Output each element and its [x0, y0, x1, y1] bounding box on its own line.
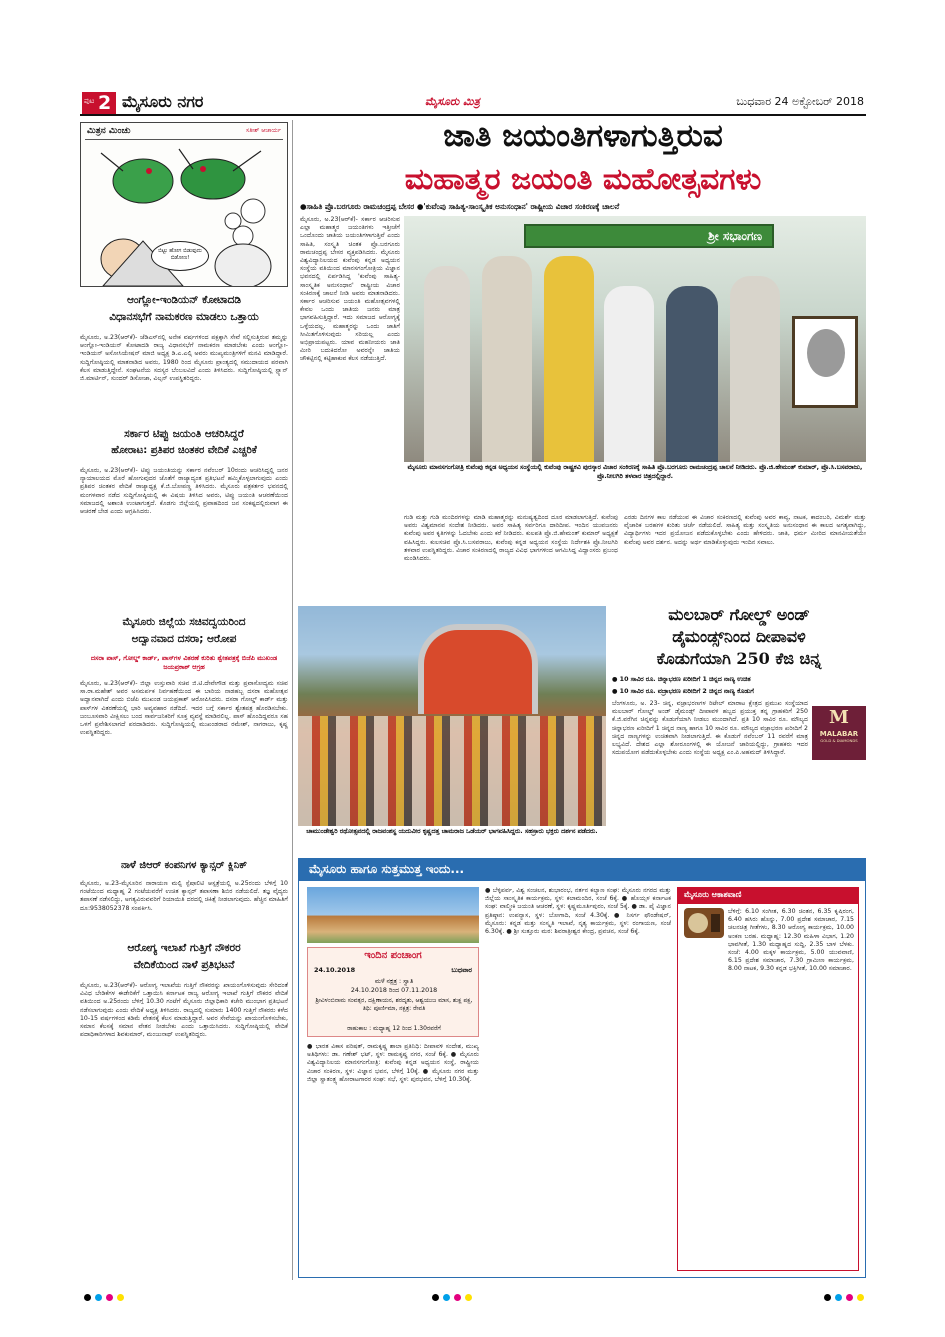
radio-box	[677, 887, 859, 1271]
radio-body: ಬೆಳಿಗ್ಗೆ: 6.10 ಸಂಗೀತ, 6.30 ಚಿಂತನ, 6.35 ಕೃಷಿರಂಗ, 6.40 ಹಸಿರು ಹೊನ್ನು, 7.00 ಪ್ರದೇಶ ಸಮಾಚಾರ, 7.15 ಚಲನಚಿತ್ರ ಗೀತೆಗಳು, 8.30 ಆರೋಗ್ಯ ಕಾರ್ಯಕ್ರಮ, 10.00 ಅಂಕಣ ಬರಹ. ಮಧ್ಯಾಹ್ನ: 12.30 ಮಹಿಳಾ ವಿಭಾಗ, 1.20 ಭಾವಗೀತೆ, 1.30 ಮಧ್ಯಾಹ್ನದ ಸುದ್ದಿ, 2.35 ಬಾಳ ಬೆಳಕು. ಸಂಜೆ: 4.00 ಮಕ್ಕಳ ಕಾರ್ಯಕ್ರಮ, 5.00 ಯುವವಾಣಿ, 6.15 ಪ್ರದೇಶ ಸಮಾಚಾರ, 7.30 ಗ್ರಾಮೀಣ ಕಾರ್ಯಕ್ರಮ, 8.00 ನಾಟಕ, 9.30 ಕನ್ನಡ ಭಕ್ತಿಗೀತೆ, 10.00 ಸಮಾಚಾರ.	[728, 908, 854, 973]
events-col-b: ● ಬೆಳ್ಳಿಪರ್ವ, ವಿಶ್ವ ಸಂಚಲನ, ಶುಭಾರಂಭ, ನರ್ತನ ಕಲ್ಯಾಣ ಸಂಘ: ಮೈಸೂರು ನಗರದ ಮತ್ತು ಜಿಲ್ಲೆಯ ಸಾಂಸ್ಕೃತಿಕ ಕಾರ್ಯಕ್ರಮ, ಸ್ಥಳ: ಕಲಾಮಂದಿರ, ಸಂಜೆ 6ಕ್ಕೆ. ● ಹೊಯ್ಸಳ ಕರ್ನಾಟಕ ಸಂಘ: ವಾಲ್ಮೀಕಿ ಜಯಂತಿ ಆಚರಣೆ, ಸ್ಥಳ: ಕೃಷ್ಣಮೂರ್ತಿಪುರಂ, ಸಂಜೆ 5ಕ್ಕೆ. ● ಡಾ. ಪೈ ವಿಜ್ಞಾನ ಪ್ರತಿಷ್ಠಾನ: ಉಪನ್ಯಾಸ, ಸ್ಥಳ: ಬೋಗಾದಿ, ಸಂಜೆ 4.30ಕ್ಕೆ. ● ನಿಸರ್ಗ ಫೌಂಡೇಷನ್, ಮೈಸೂರು: ಕನ್ನಡ ಮತ್ತು ಸಂಸ್ಕೃತಿ ಇಲಾಖೆ, ನೃತ್ಯ ಕಾರ್ಯಕ್ರಮ, ಸ್ಥಳ: ರಂಗಾಯಣ, ಸಂಜೆ 6.30ಕ್ಕೆ. ● ಶ್ರೀ ಸುತ್ತೂರು ಮಠ: ಶಿವರಾತ್ರೀಶ್ವರ ಕೇಂದ್ರ, ಪ್ರವಚನ, ಸಂಜೆ 6ಕ್ಕೆ.	[485, 887, 671, 936]
chamundi-caption: ಚಾಮುಂಡೇಶ್ವರಿ ರಥೋತ್ಸವದಲ್ಲಿ ರಾಜವಂಶಸ್ಥ ಯದುವೀರ ಕೃಷ್ಣದತ್ತ ಚಾಮರಾಜ ಒಡೆಯರ್ ಭಾಗವಹಿಸಿದ್ದರು. ಸಹಸ್ರಾರು ಭಕ್ತರು ದರ್ಶನ ಪಡೆದರು.	[306, 828, 598, 835]
panchanga-rain: ಮಳೆ ನಕ್ಷತ್ರ : ಸ್ವಾತಿ	[374, 978, 414, 985]
health-headline-2: ವೇದಿಕೆಯಿಂದ ನಾಳೆ ಪ್ರತಿಭಟನೆ	[133, 959, 235, 971]
panchanga-box	[307, 947, 479, 1037]
malabar-headline	[612, 604, 866, 670]
banner-text: ಶ್ರೀ ಸಭಾಂಗಣ	[708, 229, 762, 243]
dasara-headline	[80, 616, 288, 646]
portrait-frame	[792, 316, 858, 408]
cartoon-title: ಮಿತ್ರನ ಮಿಂಚು	[87, 126, 131, 136]
malabar-logo-line-1: MALABAR	[819, 730, 859, 738]
anglo-headline-2: ವಿಧಾನಸಭೆಗೆ ನಾಮಕರಣ ಮಾಡಲು ಒತ್ತಾಯ	[109, 311, 259, 323]
tippu-headline	[80, 428, 288, 456]
masthead: ಮೈಸೂರು ಮಿತ್ರ	[425, 95, 480, 108]
cancer-body: ಮೈಸೂರು, ಅ.23-ಮೈಸೂರಿನ ನಾರಾಯಣ ಮಲ್ಟಿ ಸ್ಪೆಷಾಲಿಟಿ ಆಸ್ಪತ್ರೆಯಲ್ಲಿ ಅ.25ರಂದು ಬೆಳಿಗ್ಗೆ 10 ಗಂಟೆಯಿಂದ ಮಧ್ಯಾಹ್ನ 2 ಗಂಟೆಯವರೆಗೆ ಉಚಿತ ಕ್ಯಾನ್ಸರ್ ತಪಾಸಣಾ ಶಿಬಿರ ನಡೆಯಲಿದೆ. ತಜ್ಞ ವೈದ್ಯರು ತಪಾಸಣೆ ನಡೆಸಲಿದ್ದು, ಅಗತ್ಯವಿರುವವರಿಗೆ ರಿಯಾಯಿತಿ ದರದಲ್ಲಿ ಚಿಕಿತ್ಸೆ ನೀಡಲಾಗುವುದು. ಹೆಚ್ಚಿನ ಮಾಹಿತಿಗೆ ದೂ:9538052378 ಸಂಪರ್ಕಿಸಿ.	[80, 880, 288, 912]
panchanga-day: ಬುಧವಾರ	[451, 966, 472, 974]
dasara-headline-1: ಮೈಸೂರು ಜಿಲ್ಲೆಯ ಸಚಿವದ್ವಯರಿಂದ	[122, 616, 246, 628]
panchanga-body: ಶ್ರೀವಿಳಂಬಿನಾಮ ಸಂವತ್ಸರ, ದಕ್ಷಿಣಾಯನ, ಶರದೃತು, ಆಶ್ವಯುಜ ಮಾಸ, ಶುಕ್ಲ ಪಕ್ಷ, ತಿಥಿ: ಪೂರ್ಣಿಮಾ, ನಕ್ಷತ್ರ: ರೇವತಿ	[315, 997, 473, 1012]
malabar-bullet-2: ● 10 ಸಾವಿರ ರೂ. ವಜ್ರಾಭರಣ ಖರೀದಿಗೆ 2 ಚಿನ್ನದ ನಾಣ್ಯ ಕೊಡುಗೆ	[612, 688, 754, 695]
palace-photo	[307, 887, 479, 943]
chariot	[418, 624, 538, 714]
page-label-box	[82, 92, 116, 114]
person-5	[666, 286, 718, 462]
lead-col3: ಎರಡು ದಿನಗಳ ಕಾಲ ನಡೆಯುವ ಈ ವಿಚಾರ ಸಂಕಿರಣದಲ್ಲಿ ಕುವೆಂಪು ಅವರ ಕಾವ್ಯ, ನಾಟಕ, ಕಾದಂಬರಿ, ವಿಮರ್ಶೆ ಮತ್ತು ವೈಚಾರಿಕ ಬರಹಗಳ ಕುರಿತು ಚರ್ಚೆ ನಡೆಯಲಿದೆ. ಸಾಹಿತ್ಯ ಮತ್ತು ಸಂಸ್ಕೃತಿಯ ಅನುಸಂಧಾನ ಈ ಕಾಲದ ಅಗತ್ಯವಾಗಿದ್ದು, ವಿದ್ಯಾರ್ಥಿಗಳು ಇದರ ಪ್ರಯೋಜನ ಪಡೆದುಕೊಳ್ಳಬೇಕು ಎಂದು ಹೇಳಿದರು. ಜಾತಿ, ಧರ್ಮ ಮೀರಿದ ಮಾನವೀಯತೆಯೇ ಕುವೆಂಪು ಅವರ ದರ್ಶನ. ಅದನ್ನು ಅರ್ಥ ಮಾಡಿಕೊಳ್ಳುವುದು ಇಂದಿನ ಸವಾಲು.	[624, 514, 866, 546]
mysuru-today-title: ಮೈಸೂರು ಹಾಗೂ ಸುತ್ತಮುತ್ತ ಇಂದು...	[309, 862, 465, 876]
anglo-headline-1: ಆಂಗ್ಲೋ-ಇಂಡಿಯನ್ ಕೋಟಾದಡಿ	[126, 294, 242, 306]
chamundi-photo	[298, 606, 606, 826]
person-2	[482, 256, 532, 462]
anglo-body: ಮೈಸೂರು, ಅ.23(ಆರ್‌ಕೆ)- ಜೆಡಿಎಸ್‌ನಲ್ಲಿ ಅನೇಕ ವರ್ಷಗಳಿಂದ ಪಕ್ಷಕ್ಕಾಗಿ ಸೇವೆ ಸಲ್ಲಿಸುತ್ತಿರುವ ತಮ್ಮನ್ನು ಆಂಗ್ಲೋ-ಇಂಡಿಯನ್ ಕೋಟಾದಡಿ ರಾಜ್ಯ ವಿಧಾನಸಭೆಗೆ ನಾಮಕರಣ ಮಾಡಬೇಕು ಎಂದು ಆಂಗ್ಲೋ-ಇಂಡಿಯನ್ ಅಸೋಸಿಯೇಷನ್ ಮಾಜಿ ಅಧ್ಯಕ್ಷ ಡಿ.ಎ.ಎಲ್ಸಿ ಅವರು ಮುಖ್ಯಮಂತ್ರಿಗಳಿಗೆ ಮನವಿ ಮಾಡಿದ್ದಾರೆ. ಸುದ್ದಿಗೋಷ್ಠಿಯಲ್ಲಿ ಮಾತನಾಡಿದ ಅವರು, 1980 ರಿಂದ ಮೈಸೂರು ಪ್ರಾಂತ್ಯದಲ್ಲಿ ಸಮುದಾಯದ ಪರವಾಗಿ ಕೆಲಸ ಮಾಡುತ್ತಿದ್ದೇನೆ. ಸಂಘಟನೆಯ ಸದಸ್ಯರ ಬೆಂಬಲವಿದೆ ಎಂದು ತಿಳಿಸಿದರು. ಸುದ್ದಿಗೋಷ್ಠಿಯಲ್ಲಿ ಸ್ಟ್ಯಾನ್ ಜಿ.ಮಾರ್ಟಿನ್, ಸುಂದರ್ ಡಿಸೋಜಾ, ವಿಲ್ಸನ್ ಉಪಸ್ಥಿತರಿದ್ದರು.	[80, 334, 288, 383]
panchanga-date: 24.10.2018	[314, 966, 356, 974]
lead-headline-2: ಮಹಾತ್ಮರ ಜಯಂತಿ ಮಹೋತ್ಸವಗಳು	[404, 162, 762, 197]
malabar-bullet-1: ● 10 ಸಾವಿರ ರೂ. ಚಿನ್ನಾಭರಣ ಖರೀದಿಗೆ 1 ಚಿನ್ನದ ನಾಣ್ಯ ಉಚಿತ	[612, 676, 751, 683]
page-header	[80, 90, 866, 116]
tippu-headline-2: ಹೋರಾಟ: ಪ್ರತಿಪರ ಚಿಂತಕರ ವೇದಿಕೆ ಎಚ್ಚರಿಕೆ	[111, 445, 257, 456]
mysuru-today-box	[298, 858, 866, 1278]
panchanga-period: 24.10.2018 ರಿಂದ 07.11.2018	[350, 987, 438, 994]
page-label: ಪುಟ	[84, 97, 95, 105]
column-divider	[292, 120, 293, 1280]
page-number: 2	[98, 92, 112, 114]
cartoon-artist: ಸತೀಶ್ ಆಚಾರ್ಯ	[246, 127, 281, 134]
events-col-a: ● ಭಾರತ ವಿಕಾಸ ಪರಿಷತ್, ರಾಮಕೃಷ್ಣ ಶಾಲಾ ಪ್ರತಿನಿಧಿ: ದೀಪಾವಳಿ ಸಂದೇಶ, ಮುಖ್ಯ ಅತಿಥಿಗಳು: ಡಾ. ಗಣೇಶ್ ಭಟ್, ಸ್ಥಳ: ರಾಮಕೃಷ್ಣ ನಗರ, ಸಂಜೆ 6ಕ್ಕೆ. ● ಮೈಸೂರು ವಿಶ್ವವಿದ್ಯಾನಿಲಯ ಮಾನಸಗಂಗೋತ್ರಿ: ಕುವೆಂಪು ಕನ್ನಡ ಅಧ್ಯಯನ ಸಂಸ್ಥೆ, ರಾಷ್ಟ್ರೀಯ ವಿಚಾರ ಸಂಕಿರಣ, ಸ್ಥಳ: ವಿಜ್ಞಾನ ಭವನ, ಬೆಳಿಗ್ಗೆ 10ಕ್ಕೆ. ● ಮೈಸೂರು ನಗರ ಮತ್ತು ಜಿಲ್ಲಾ ಸ್ವಾತಂತ್ರ್ಯ ಹೋರಾಟಗಾರರ ಸಂಘ: ಸಭೆ, ಸ್ಥಳ: ಪುರಭವನ, ಬೆಳಿಗ್ಗೆ 10.30ಕ್ಕೆ.	[307, 1043, 479, 1083]
cartoon-bubble-text: ಬಿಟ್ಟು ಹೋಗ ಬಿಡುವುದು ಬಿಡೋಣ!	[158, 248, 202, 261]
registration-marks-center	[430, 1286, 474, 1305]
mysuru-today-header	[299, 859, 865, 881]
lead-headline-1: ಜಾತಿ ಜಯಂತಿಗಳಾಗುತ್ತಿರುವ	[443, 118, 723, 154]
lead-photo	[404, 216, 866, 462]
health-headline-1: ಆರೋಗ್ಯ ಇಲಾಖೆ ಗುತ್ತಿಗೆ ನೌಕರರ	[127, 942, 241, 954]
section-title: ಮೈಸೂರು ನಗರ	[122, 92, 204, 111]
malabar-logo-mark: M	[829, 707, 849, 728]
lead-subhead: ●ಸಾಹಿತಿ ಪ್ರೊ.ಬರಗೂರು ರಾಮಚಂದ್ರಪ್ಪ ಬೇಸರ ●'ಕುವೆಂಪು ಸಾಹಿತ್ಯ-ಸಾಂಸ್ಕೃತಿಕ ಅನುಸಂಧಾನ' ರಾಷ್ಟ್ರೀಯ ವಿಚಾರ ಸಂಕಿರಣಕ್ಕೆ ಚಾಲನೆ	[300, 202, 620, 211]
lead-photo-caption: ಮೈಸೂರು ಮಾನಸಗಂಗೋತ್ರಿ ಕುವೆಂಪು ಕನ್ನಡ ಅಧ್ಯಯನ ಸಂಸ್ಥೆಯಲ್ಲಿ ಕುವೆಂಪು ರಾಷ್ಟ್ರಕವಿ ಪುರಸ್ಕಾರ ವಿಚಾರ ಸಂಕಿರಣಕ್ಕೆ ಸಾಹಿತಿ ಪ್ರೊ.ಬರಗೂರು ರಾಮಚಂದ್ರಪ್ಪ ಚಾಲನೆ ನೀಡಿದರು. ಪ್ರೊ.ಜಿ.ಹೇಮಂತ್ ಕುಮಾರ್, ಪ್ರೊ.ಸಿ.ಬಸವರಾಜು, ಪ್ರೊ.ನೀಲಗಿರಿ ತಳವಾರ ಚಿತ್ರದಲ್ಲಿದ್ದಾರೆ.	[407, 464, 863, 480]
dasara-subhead: ದಸರಾ ಪಾಸ್, ಗೋಲ್ಡ್ ಕಾರ್ಡ್, ಪಾಸ್‌ಗಳ ವಿತರಣೆ ಕುರಿತು ಶ್ವೇತಪತ್ರಕ್ಕೆ ಬಿಜೆಪಿ ಮುಖಂಡ ಜಯಪ್ರಕಾಶ್ ಆಗ್ರಹ	[90, 654, 278, 671]
person-1	[424, 266, 470, 462]
tippu-body: ಮೈಸೂರು, ಅ.23(ಆರ್‌ಕೆ)- ಟಿಪ್ಪು ಜಯಂತಿಯನ್ನು ಸರ್ಕಾರ ನವೆಂಬರ್ 10ರಂದು ಆಚರಿಸಿದ್ದಲ್ಲಿ ಜನರ ನ್ಯಾಯಾಲಯದ ಮೊರೆ ಹೋಗುವುದರ ಜೊತೆಗೆ ರಾಜ್ಯಾದ್ಯಂತ ಪ್ರತಿಭಟನೆ ಹಮ್ಮಿಕೊಳ್ಳಲಾಗುವುದು ಎಂದು ಪ್ರತಿಪರ ಚಿಂತಕರ ವೇದಿಕೆ ರಾಜ್ಯಾಧ್ಯಕ್ಷ ಕೆ.ಜಿ.ಬೋಪಣ್ಣ ತಿಳಿಸಿದರು. ಮೈಸೂರು ಪತ್ರಕರ್ತರ ಭವನದಲ್ಲಿ ಮಂಗಳವಾರ ನಡೆದ ಸುದ್ದಿಗೋಷ್ಠಿಯಲ್ಲಿ ಈ ವಿಷಯ ತಿಳಿಸಿದ ಅವರು, ಟಿಪ್ಪು ಜಯಂತಿ ಆಚರಣೆಯಿಂದ ಸಮಾಜದಲ್ಲಿ ಅಶಾಂತಿ ಉಂಟಾಗುತ್ತದೆ. ಕೊಡಗು ಜಿಲ್ಲೆಯಲ್ಲಿ ಪ್ರವಾಹದಿಂದ ಜನ ಸಂಕಷ್ಟದಲ್ಲಿರುವಾಗ ಈ ಆಚರಣೆ ಬೇಡ ಎಂದು ಆಗ್ರಹಿಸಿದರು.	[80, 467, 288, 516]
dasara-body: ಮೈಸೂರು, ಅ.23(ಆರ್‌ಕೆ)- ಜಿಲ್ಲಾ ಉಸ್ತುವಾರಿ ಸಚಿವ ಜಿ.ಟಿ.ದೇವೇಗೌಡ ಮತ್ತು ಪ್ರವಾಸೋದ್ಯಮ ಸಚಿವ ಸಾ.ರಾ.ಮಹೇಶ್ ಅವರ ಅಸಮರ್ಪಕ ನಿರ್ವಹಣೆಯಿಂದ ಈ ಬಾರಿಯ ನಾಡಹಬ್ಬ ದಸರಾ ಮಹೋತ್ಸವ ಅದ್ವಾನವಾಗಿದೆ ಎಂದು ಬಿಜೆಪಿ ಮುಖಂಡ ಜಯಪ್ರಕಾಶ್ ಆರೋಪಿಸಿದರು. ದಸರಾ ಗೋಲ್ಡ್ ಕಾರ್ಡ್ ಮತ್ತು ಪಾಸ್‌ಗಳ ವಿತರಣೆಯಲ್ಲಿ ಭಾರಿ ಅವ್ಯವಹಾರ ನಡೆದಿದೆ. ಇದರ ಬಗ್ಗೆ ಸರ್ಕಾರ ಶ್ವೇತಪತ್ರ ಹೊರಡಿಸಬೇಕು. ಜಂಬೂಸವಾರಿ ವೀಕ್ಷಿಸಲು ಬಂದ ಸಾರ್ವಜನಿಕರಿಗೆ ಸೂಕ್ತ ವ್ಯವಸ್ಥೆ ಮಾಡಿರಲಿಲ್ಲ. ಪಾಸ್ ಹೊಂದಿದ್ದವರೂ ಸಹ ಒಳಗೆ ಪ್ರವೇಶಿಸಲಾಗದೆ ಪರದಾಡಿದರು. ಸುದ್ದಿಗೋಷ್ಠಿಯಲ್ಲಿ ಮುಖಂಡರಾದ ರಮೇಶ್, ನಾಗರಾಜು, ಕೃಷ್ಣ ಉಪಸ್ಥಿತರಿದ್ದರು.	[80, 680, 288, 737]
person-3	[544, 256, 594, 462]
tippu-headline-1: ಸರ್ಕಾರ ಟಿಪ್ಪು ಜಯಂತಿ ಆಚರಿಸಿದ್ದರೆ	[124, 428, 244, 440]
malabar-body-1	[612, 700, 808, 850]
issue-date: ಬುಧವಾರ 24 ಅಕ್ಟೋಬರ್ 2018	[736, 95, 864, 108]
dasara-headline-2: ಅದ್ವಾನವಾದ ದಸರಾ; ಆರೋಪ	[131, 633, 237, 645]
radio-header	[678, 888, 858, 904]
person-6	[730, 276, 780, 462]
malabar-body: ಬೆಂಗಳೂರು, ಅ. 23- ಚಿನ್ನ, ವಜ್ರಾಭರಣಗಳ ರಿಟೇಲ್ ಮಾರಾಟ ಕ್ಷೇತ್ರದ ಪ್ರಮುಖ ಸಂಸ್ಥೆಯಾದ ಮಲಬಾರ್ ಗೋಲ್ಡ್ ಅಂಡ್ ಡೈಮಂಡ್ಸ್ ದೀಪಾವಳಿ ಹಬ್ಬದ ಪ್ರಯುಕ್ತ ತನ್ನ ಗ್ರಾಹಕರಿಗೆ 250 ಕೆ.ಜಿ.ವರೆಗಿನ ಚಿನ್ನವನ್ನು ಕೊಡುಗೆಯಾಗಿ ನೀಡಲು ಮುಂದಾಗಿದೆ. ಪ್ರತಿ 10 ಸಾವಿರ ರೂ. ಮೌಲ್ಯದ ಚಿನ್ನಾಭರಣ ಖರೀದಿಗೆ 1 ಚಿನ್ನದ ನಾಣ್ಯ ಹಾಗೂ 10 ಸಾವಿರ ರೂ. ಮೌಲ್ಯದ ವಜ್ರಾಭರಣ ಖರೀದಿಗೆ 2 ಚಿನ್ನದ ನಾಣ್ಯಗಳನ್ನು ಉಚಿತವಾಗಿ ನೀಡಲಾಗುತ್ತಿದೆ. ಈ ಕೊಡುಗೆ ನವೆಂಬರ್ 11 ರವರೆಗೆ ಮಾತ್ರ ಲಭ್ಯವಿದೆ. ದೇಶದ ಎಲ್ಲಾ ಶೋರೂಂಗಳಲ್ಲಿ ಈ ಯೋಜನೆ ಜಾರಿಯಲ್ಲಿದ್ದು, ಗ್ರಾಹಕರು ಇದರ ಸದುಪಯೋಗ ಪಡೆದುಕೊಳ್ಳಬೇಕು ಎಂದು ಸಂಸ್ಥೆಯ ಅಧ್ಯಕ್ಷ ಎಂ.ಪಿ.ಅಹಮದ್ ತಿಳಿಸಿದ್ದಾರೆ.	[612, 700, 808, 757]
radio-icon	[684, 908, 724, 938]
person-4	[604, 286, 654, 462]
registration-marks-left	[82, 1286, 126, 1305]
malabar-headline-1: ಮಲಬಾರ್ ಗೋಲ್ಡ್ ಅಂಡ್	[668, 605, 810, 624]
panchanga-title: ಇಂದಿನ ಪಂಚಾಂಗ	[364, 950, 422, 961]
malabar-logo	[812, 706, 866, 760]
malabar-headline-3: ಕೊಡುಗೆಯಾಗಿ 250 ಕೆಜಿ ಚಿನ್ನ	[656, 649, 822, 668]
malabar-headline-2: ಡೈಮಂಡ್ಸ್‌ನಿಂದ ದೀಪಾವಳಿ	[672, 627, 806, 646]
radio-title: ಮೈಸೂರು ಆಕಾಶವಾಣಿ	[684, 890, 742, 899]
malabar-logo-line-2: GOLD & DIAMONDS	[820, 738, 858, 743]
crowd	[298, 716, 606, 826]
cartoon-bubble	[151, 241, 209, 271]
health-headline	[80, 942, 288, 972]
cancer-headline: ನಾಳೆ ಜಿಆರ್ ಕಂಪನಿಗಳ ಕ್ಯಾನ್ಸರ್ ಕ್ಲಿನಿಕ್	[120, 860, 248, 871]
cartoon-divider	[85, 139, 283, 140]
registration-marks-right	[822, 1286, 866, 1305]
lead-col2: ಗುಡಿ ಮತ್ತು ಗುಡಿ ಮಂದಿರಗಳನ್ನು ಮಾಡಿ ಮಹಾತ್ಮರನ್ನು ಮನುಷ್ಯತ್ವದಿಂದ ದೂರ ಮಾಡಲಾಗುತ್ತಿದೆ. ಕುವೆಂಪು ಅವರು ವಿಶ್ವಮಾನವ ಸಂದೇಶ ನೀಡಿದರು. ಅವರ ಸಾಹಿತ್ಯ ಸರ್ವರಿಗೂ ದಾರಿದೀಪ. ಇಂದಿನ ಯುವಜನರು ಕುವೆಂಪು ಅವರ ಕೃತಿಗಳನ್ನು ಓದಬೇಕು ಎಂದು ಕರೆ ನೀಡಿದರು. ಕುಲಪತಿ ಪ್ರೊ.ಜಿ.ಹೇಮಂತ್ ಕುಮಾರ್ ಅಧ್ಯಕ್ಷತೆ ವಹಿಸಿದ್ದರು. ಕುಲಸಚಿವ ಪ್ರೊ.ಸಿ.ಬಸವರಾಜು, ಕುವೆಂಪು ಕನ್ನಡ ಅಧ್ಯಯನ ಸಂಸ್ಥೆಯ ನಿರ್ದೇಶಕಿ ಪ್ರೊ.ನೀಲಗಿರಿ ತಳವಾರ ಉಪಸ್ಥಿತರಿದ್ದರು. ವಿಚಾರ ಸಂಕಿರಣದಲ್ಲಿ ರಾಜ್ಯದ ವಿವಿಧ ಭಾಗಗಳಿಂದ ಆಗಮಿಸಿದ್ದ ವಿದ್ವಾಂಸರು ಪ್ರಬಂಧ ಮಂಡಿಸಿದರು.	[404, 514, 618, 563]
anglo-headline	[80, 294, 288, 324]
banner	[524, 224, 774, 248]
lead-col1: ಮೈಸೂರು, ಅ.23(ಆರ್‌ಕೆ)- ಸರ್ಕಾರ ಆಚರಿಸುವ ಎಲ್ಲಾ ಮಹಾತ್ಮರ ಜಯಂತಿಗಳು ಇತ್ತೀಚೆಗೆ ಒಂದೊಂದು ಜಾತಿಯ ಜಯಂತಿಗಳಾಗುತ್ತಿವೆ ಎಂದು ಸಾಹಿತಿ, ಸಂಸ್ಕೃತಿ ಚಿಂತಕ ಪ್ರೊ.ಬರಗೂರು ರಾಮಚಂದ್ರಪ್ಪ ಬೇಸರ ವ್ಯಕ್ತಪಡಿಸಿದರು. ಮೈಸೂರು ವಿಶ್ವವಿದ್ಯಾನಿಲಯದ ಕುವೆಂಪು ಕನ್ನಡ ಅಧ್ಯಯನ ಸಂಸ್ಥೆಯ ವತಿಯಿಂದ ಮಾನಸಗಂಗೋತ್ರಿಯ ವಿಜ್ಞಾನ ಭವನದಲ್ಲಿ ಏರ್ಪಡಿಸಿದ್ದ 'ಕುವೆಂಪು ಸಾಹಿತ್ಯ-ಸಾಂಸ್ಕೃತಿಕ ಅನುಸಂಧಾನ' ರಾಷ್ಟ್ರೀಯ ವಿಚಾರ ಸಂಕಿರಣಕ್ಕೆ ಚಾಲನೆ ನೀಡಿ ಅವರು ಮಾತನಾಡಿದರು. ಸರ್ಕಾರ ಆಚರಿಸುವ ಜಯಂತಿ ಮಹೋತ್ಸವಗಳಲ್ಲಿ ಕೇವಲ ಒಂದು ಜಾತಿಯ ಜನರು ಮಾತ್ರ ಭಾಗವಹಿಸುತ್ತಿದ್ದಾರೆ. ಇದು ಸಮಾಜದ ಆರೋಗ್ಯಕ್ಕೆ ಒಳ್ಳೆಯದಲ್ಲ. ಮಹಾತ್ಮರನ್ನು ಒಂದು ಜಾತಿಗೆ ಸೀಮಿತಗೊಳಿಸುವುದು ಸರಿಯಲ್ಲ ಎಂದು ಅಭಿಪ್ರಾಯಪಟ್ಟರು. ಯಾವ ಮಹನೀಯರು ಜಾತಿ ಮೀರಿ ಬದುಕಿದರೋ ಅವರನ್ನೇ ಜಾತಿಯ ಚೌಕಟ್ಟಿನಲ್ಲಿ ಕಟ್ಟಿಹಾಕುವ ಕೆಲಸ ನಡೆಯುತ್ತಿದೆ.	[300, 216, 400, 363]
cartoon-box	[80, 122, 288, 287]
panchanga-rahukala: ರಾಹುಕಾಲ : ಮಧ್ಯಾಹ್ನ 12 ರಿಂದ 1.30ರವರೆಗೆ	[347, 1025, 441, 1032]
health-body: ಮೈಸೂರು, ಅ.23(ಆರ್‌ಕೆ)- ಆರೋಗ್ಯ ಇಲಾಖೆಯ ಗುತ್ತಿಗೆ ನೌಕರರನ್ನು ಖಾಯಂಗೊಳಿಸುವುದು ಸೇರಿದಂತೆ ವಿವಿಧ ಬೇಡಿಕೆಗಳ ಈಡೇರಿಕೆಗೆ ಒತ್ತಾಯಿಸಿ ಕರ್ನಾಟಕ ರಾಜ್ಯ ಆರೋಗ್ಯ ಇಲಾಖೆ ಗುತ್ತಿಗೆ ನೌಕರರ ವೇದಿಕೆ ವತಿಯಿಂದ ಅ.25ರಂದು ಬೆಳಿಗ್ಗೆ 10.30 ಗಂಟೆಗೆ ಮೈಸೂರು ಜಿಲ್ಲಾಧಿಕಾರಿ ಕಚೇರಿ ಮುಂಭಾಗ ಪ್ರತಿಭಟನೆ ನಡೆಸಲಾಗುವುದು ಎಂದು ವೇದಿಕೆ ಅಧ್ಯಕ್ಷ ತಿಳಿಸಿದರು. ರಾಜ್ಯದಲ್ಲಿ ಸುಮಾರು 1400 ಗುತ್ತಿಗೆ ನೌಕರರು ಕಳೆದ 10-15 ವರ್ಷಗಳಿಂದ ಕಡಿಮೆ ವೇತನಕ್ಕೆ ಕೆಲಸ ಮಾಡುತ್ತಿದ್ದಾರೆ. ಅವರ ಸೇವೆಯನ್ನು ಖಾಯಂಗೊಳಿಸಬೇಕು, ಸಮಾನ ಕೆಲಸಕ್ಕೆ ಸಮಾನ ವೇತನ ನೀಡಬೇಕು ಎಂದು ಒತ್ತಾಯಿಸಿದರು. ಸುದ್ದಿಗೋಷ್ಠಿಯಲ್ಲಿ ವೇದಿಕೆ ಪದಾಧಿಕಾರಿಗಳಾದ ಶಿವಕುಮಾರ್, ಮಂಜುನಾಥ್ ಉಪಸ್ಥಿತರಿದ್ದರು.	[80, 982, 288, 1039]
